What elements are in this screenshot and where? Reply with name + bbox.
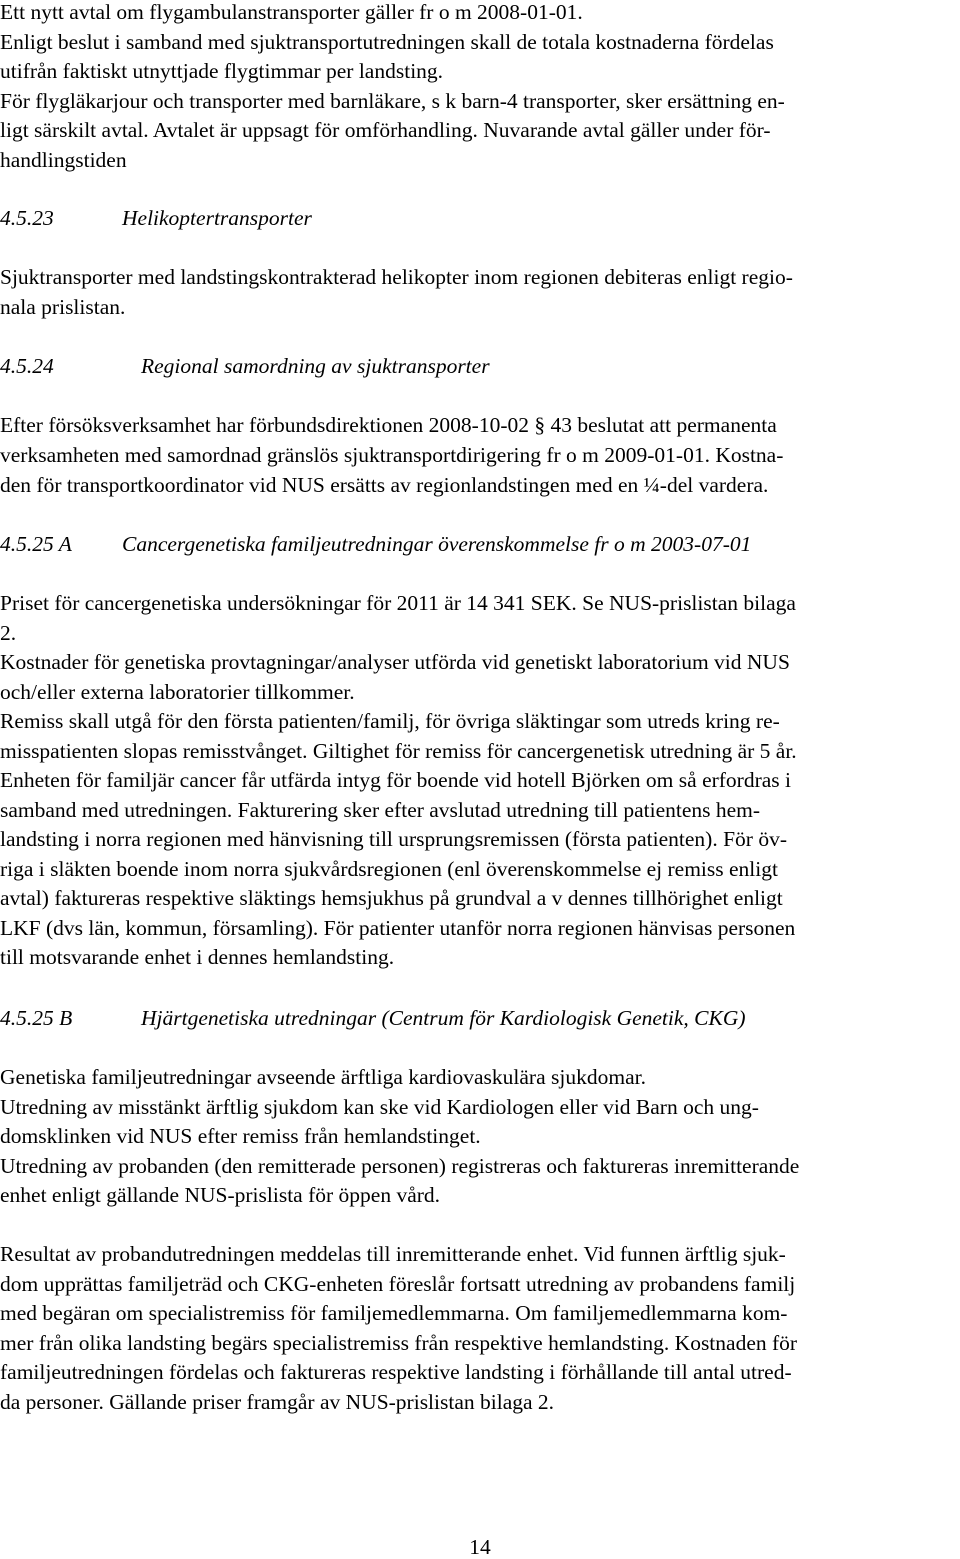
text-line: Priset för cancergenetiska undersökningar för 2011 är 14 341 SEK. Se NUS-prislistan bilaga <box>0 591 796 615</box>
section-title: Regional samordning av sjuktransporter <box>141 354 490 378</box>
text-line: den för transportkoordinator vid NUS ersätts av regionlandstingen med en ¼-del vardera. <box>0 473 769 497</box>
text-line: LKF (dvs län, kommun, församling). För patienter utanför norra regionen hänvisas personen <box>0 916 796 940</box>
section-heading-4-5-25-a <box>0 532 752 556</box>
text-line: Efter försöksverksamhet har förbundsdirektionen 2008-10-02 § 43 beslutat att permanenta <box>0 413 777 437</box>
text-line: domsklinken vid NUS efter remiss från hemlandstinget. <box>0 1124 481 1148</box>
section-heading-4-5-25-b <box>0 1006 746 1030</box>
text-line: Utredning av misstänkt ärftlig sjukdom kan ske vid Kardiologen eller vid Barn och ung- <box>0 1095 759 1119</box>
text-line: Enligt beslut i samband med sjuktransportutredningen skall de totala kostnaderna fördelas <box>0 30 774 54</box>
text-line: misspatienten slopas remisstvånget. Giltighet för remiss för cancergenetisk utredning är 5 år. <box>0 739 797 763</box>
text-line: verksamheten med samordnad gränslös sjuktransportdirigering fr o m 2009-01-01. Kostna- <box>0 443 784 467</box>
section-number: 4.5.25 A <box>0 532 72 556</box>
text-line: landsting i norra regionen med hänvisning till ursprungsremissen (första patienten). För öv- <box>0 827 787 851</box>
text-line: ligt särskilt avtal. Avtalet är uppsagt för omförhandling. Nuvarande avtal gäller under för- <box>0 118 771 142</box>
text-line: 2. <box>0 621 17 645</box>
section-title: Hjärtgenetiska utredningar (Centrum för Kardiologisk Genetik, CKG) <box>141 1006 746 1030</box>
text-line: dom upprättas familjeträd och CKG-enheten föreslår fortsatt utredning av probandens familj <box>0 1272 796 1296</box>
text-line: Remiss skall utgå för den första patienten/familj, för övriga släktingar som utreds kring re- <box>0 709 780 733</box>
text-line: riga i släkten boende inom norra sjukvårdsregionen (enl överenskommelse ej remiss enligt <box>0 857 778 881</box>
text-line: till motsvarande enhet i dennes hemlandsting. <box>0 945 395 969</box>
text-line: och/eller externa laboratorier tillkommer. <box>0 680 355 704</box>
text-line: Resultat av probandutredningen meddelas till inremitterande enhet. Vid funnen ärftlig sjuk- <box>0 1242 786 1266</box>
text-line: För flygläkarjour och transporter med barnläkare, s k barn-4 transporter, sker ersättning en- <box>0 89 785 113</box>
text-line: utifrån faktiskt utnyttjade flygtimmar per landsting. <box>0 59 444 83</box>
section-number: 4.5.25 B <box>0 1006 73 1030</box>
text-line: Enheten för familjär cancer får utfärda intyg för boende vid hotell Björken om så erfordras i <box>0 768 792 792</box>
section-title: Cancergenetiska familjeutredningar överenskommelse fr o m 2003-07-01 <box>122 532 752 556</box>
text-line: Kostnader för genetiska provtagningar/analyser utförda vid genetiskt laboratorium vid NUS <box>0 650 790 674</box>
text-line: enhet enligt gällande NUS-prislista för öppen vård. <box>0 1183 441 1207</box>
page-number: 14 <box>469 1535 491 1559</box>
text-line: Genetiska familjeutredningar avseende ärftliga kardiovaskulära sjukdomar. <box>0 1065 646 1089</box>
text-line: familjeutredningen fördelas och faktureras respektive landsting i förhållande till antal utred- <box>0 1360 792 1384</box>
text-line: Utredning av probanden (den remitterade personen) registreras och faktureras inremitterande <box>0 1154 800 1178</box>
text-line: samband med utredningen. Fakturering sker efter avslutad utredning till patientens hem- <box>0 798 761 822</box>
text-line: da personer. Gällande priser framgår av NUS-prislistan bilaga 2. <box>0 1390 555 1414</box>
section-title: Helikoptertransporter <box>122 206 312 230</box>
text-line: nala prislistan. <box>0 295 126 319</box>
text-line: Sjuktransporter med landstingskontrakterad helikopter inom regionen debiteras enligt regio- <box>0 265 793 289</box>
text-line: handlingstiden <box>0 148 127 172</box>
text-line: med begäran om specialistremiss för familjemedlemmarna. Om familjemedlemmarna kom- <box>0 1301 788 1325</box>
section-heading-4-5-24 <box>0 354 490 378</box>
section-number: 4.5.24 <box>0 354 54 378</box>
text-line: Ett nytt avtal om flygambulanstransporter gäller fr o m 2008-01-01. <box>0 0 583 24</box>
text-line: mer från olika landsting begärs specialistremiss från respektive hemlandsting. Kostnaden för <box>0 1331 798 1355</box>
section-number: 4.5.23 <box>0 206 54 230</box>
text-line: avtal) faktureras respektive släktings hemsjukhus på grundval a v dennes tillhörighet enligt <box>0 886 783 910</box>
section-heading-4-5-23 <box>0 206 312 230</box>
